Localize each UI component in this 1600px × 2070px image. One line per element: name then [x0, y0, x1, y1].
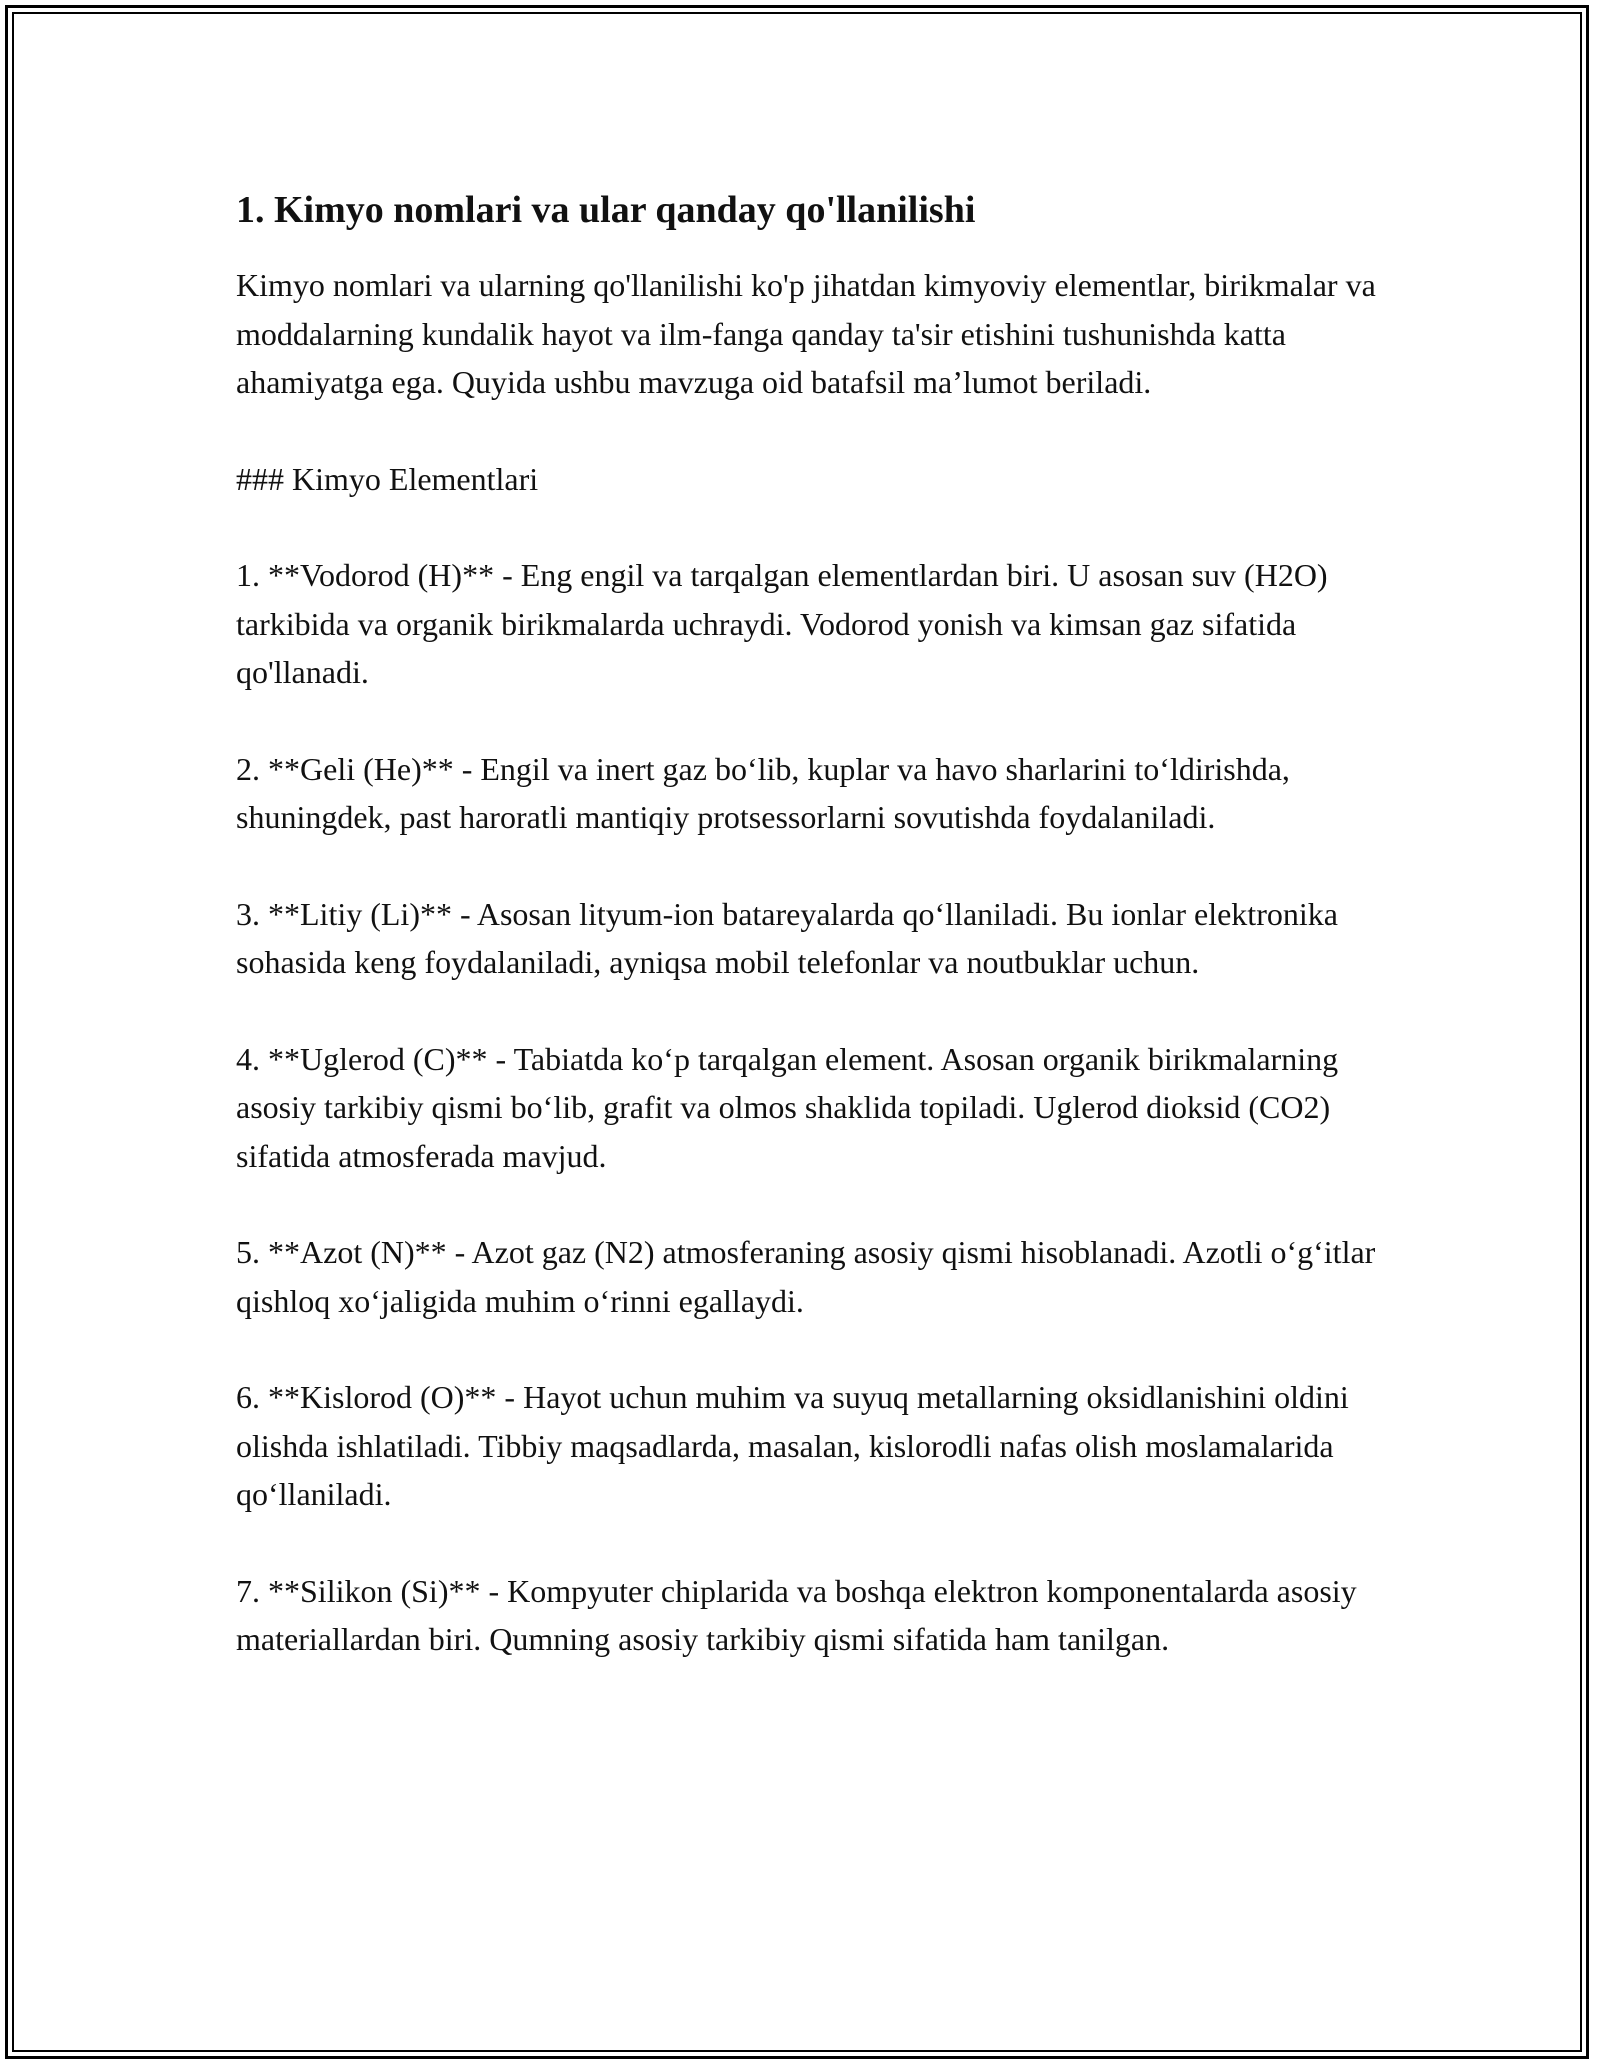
- element-item-silicon: 7. **Silikon (Si)** - Kompyuter chiplarida va boshqa elektron komponentalarda asosiy materiallardan biri. Qumning asosiy tarkibiy qismi sifatida ham tanilgan.: [236, 1572, 1357, 1658]
- element-item-carbon: 4. **Uglerod (C)** - Tabiatda ko‘p tarqalgan element. Asosan organik birikmalarning asosiy tarkibiy qismi bo‘lib, grafit va olmos shaklida topiladi. Uglerod dioksid (CO2) sifatida atmosferada mavjud.: [236, 1040, 1339, 1174]
- intro-paragraph: Kimyo nomlari va ularning qo'llanilishi ko'p jihatdan kimyoviy elementlar, birikmalar va moddalarning kundalik hayot va ilm-fanga qanday ta'sir etishini tushunishda katta ahamiyatga ega. Quyida ushbu mavzuga oid batafsil ma’lumot beriladi.: [236, 267, 1376, 401]
- element-item-hydrogen: 1. **Vodorod (H)** - Eng engil va tarqalgan elementlardan biri. U asosan suv (H2O) tarkibida va organik birikmalarda uchraydi. Vodorod yonish va kimsan gaz sifatida qo'llanadi.: [236, 557, 1328, 691]
- section-heading: ### Kimyo Elementlari: [236, 460, 539, 497]
- element-item-nitrogen: 5. **Azot (N)** - Azot gaz (N2) atmosferaning asosiy qismi hisoblanadi. Azotli o‘g‘itlar qishloq xo‘jaligida muhim o‘rinni egallaydi.: [236, 1234, 1376, 1319]
- document-title: 1. Kimyo nomlari va ular qanday qo'llanilishi: [236, 189, 976, 231]
- element-item-oxygen: 6. **Kislorod (O)** - Hayot uchun muhim va suyuq metallarning oksidlanishini oldini olishda ishlatiladi. Tibbiy maqsadlarda, masalan, kislorodli nafas olish moslamalarida qo‘llaniladi.: [236, 1379, 1349, 1513]
- element-item-lithium: 3. **Litiy (Li)** - Asosan lityum-ion batareyalarda qo‘llaniladi. Bu ionlar elektronika sohasida keng foydalaniladi, ayniqsa mobil telefonlar va noutbuklar uchun.: [236, 895, 1338, 981]
- element-item-helium: 2. **Geli (He)** - Engil va inert gaz bo‘lib, kuplar va havo sharlarini to‘ldirishda, shuningdek, past haroratli mantiqiy protsessorlarni sovutishda foydalaniladi.: [236, 750, 1290, 836]
- document-body: [236, 186, 1386, 1712]
